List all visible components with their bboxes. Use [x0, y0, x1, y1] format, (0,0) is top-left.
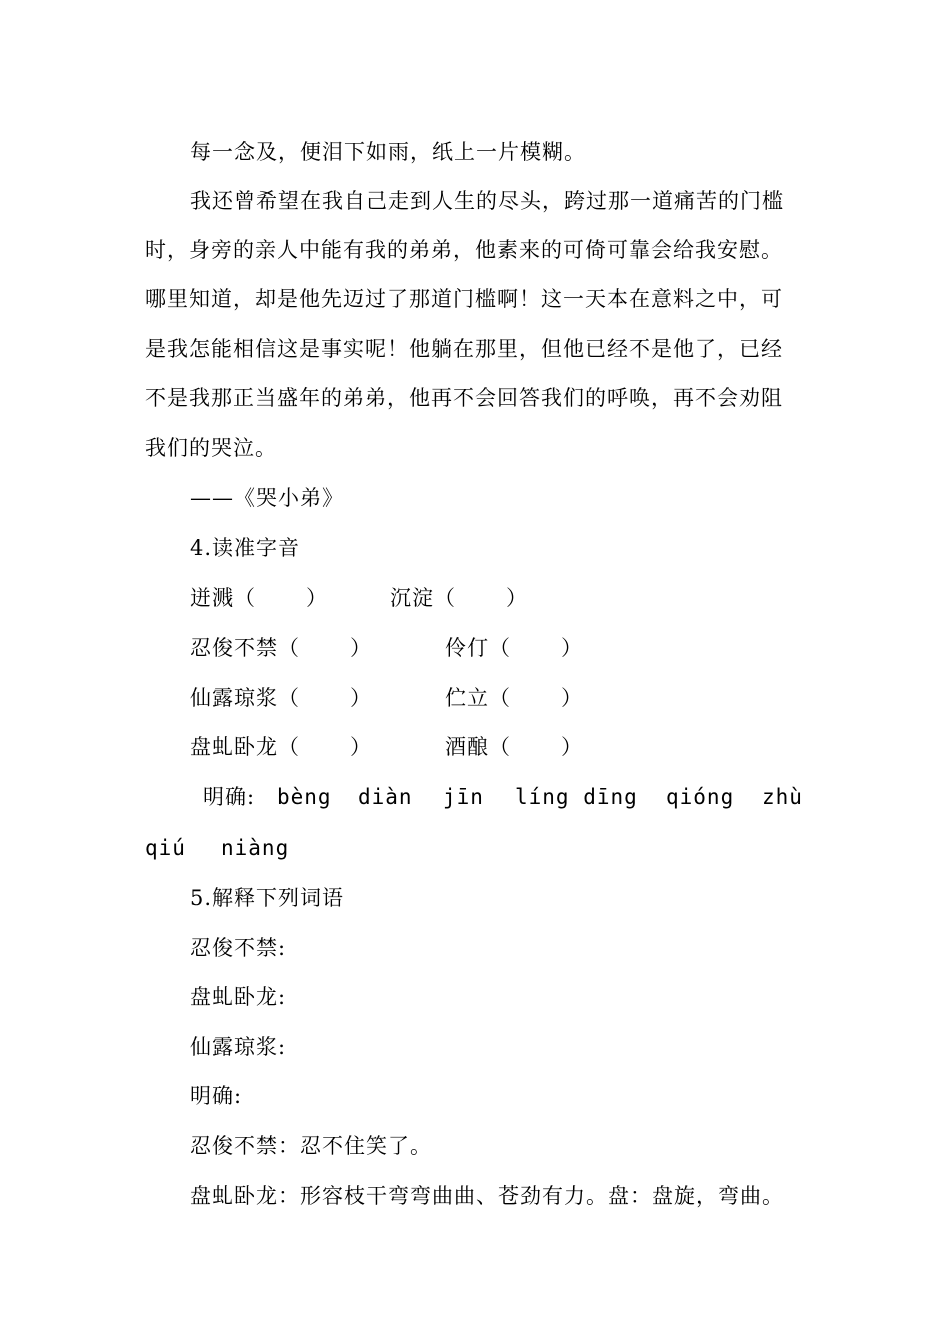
term-2: 盘虬卧龙: — [190, 985, 287, 1009]
passage-line-1: 每一念及，便泪下如雨，纸上一片模糊。 — [190, 140, 586, 164]
definition-2: 盘虬卧龙：形容枝干弯弯曲曲、苍劲有力。盘：盘旋，弯曲。 — [190, 1184, 784, 1208]
pronunciation-item-1 — [190, 584, 328, 612]
pinyin-answer-5: qióng — [666, 785, 735, 809]
pinyin-answer-1: bèng — [277, 785, 332, 809]
pronunciation-item-8 — [445, 733, 583, 761]
pronunciation-item-7 — [190, 733, 372, 761]
item-close-paren: ） — [561, 735, 583, 759]
section4-answer-label: 明确: — [203, 785, 256, 809]
section5-heading: 5.解释下列词语 — [190, 886, 345, 910]
passage-source: ——《哭小弟》 — [190, 486, 344, 510]
item-word: 忍俊不禁 — [190, 636, 278, 660]
pronunciation-item-3 — [190, 634, 372, 662]
passage-line-4: 哪里知道，却是他先迈过了那道门槛啊！这一天本在意料之中，可 — [145, 287, 783, 311]
item-word: 仙露琼浆 — [190, 686, 278, 710]
item-close-paren: ） — [350, 686, 372, 710]
definition-1: 忍俊不禁：忍不住笑了。 — [190, 1134, 432, 1158]
pronunciation-item-4 — [445, 634, 583, 662]
item-word: 沉淀 — [390, 586, 434, 610]
item-close-paren: ） — [350, 735, 372, 759]
pronunciation-item-6 — [445, 684, 583, 712]
pinyin-answer-4: líng dīng — [515, 785, 638, 809]
passage-line-3: 时，身旁的亲人中能有我的弟弟，他素来的可倚可靠会给我安慰。 — [145, 238, 783, 262]
pronunciation-item-2 — [390, 584, 528, 612]
item-open-paren: （ — [278, 636, 300, 660]
pinyin-answer-8: niàng — [221, 836, 290, 860]
item-open-paren: （ — [489, 686, 511, 710]
pronunciation-item-5 — [190, 684, 372, 712]
item-word: 伫立 — [445, 686, 489, 710]
item-word: 酒酿 — [445, 735, 489, 759]
passage-line-2-text: 我还曾希望在我自己走到人生的尽头，跨过那一道痛苦的门槛 — [190, 189, 784, 213]
item-word: 伶仃 — [445, 636, 489, 660]
passage-line-7: 我们的哭泣。 — [145, 436, 277, 460]
passage-line-2 — [190, 187, 807, 215]
pinyin-answer-2: diàn — [358, 785, 413, 809]
item-close-paren: ） — [561, 636, 583, 660]
item-open-paren: （ — [489, 636, 511, 660]
item-open-paren: （ — [278, 735, 300, 759]
item-open-paren: （ — [234, 586, 256, 610]
passage-line-5: 是我怎能相信这是事实呢！他躺在那里，但他已经不是他了，已经 — [145, 337, 783, 361]
item-close-paren: ） — [561, 686, 583, 710]
passage-line-6: 不是我那正当盛年的弟弟，他再不会回答我们的呼唤，再不会劝阻 — [145, 386, 783, 410]
item-close-paren: ） — [350, 636, 372, 660]
pinyin-answer-7: qiú — [145, 836, 186, 860]
item-open-paren: （ — [434, 586, 456, 610]
item-open-paren: （ — [489, 735, 511, 759]
pinyin-answer-3: jīn — [443, 785, 484, 809]
section4-heading: 4.读准字音 — [190, 536, 301, 560]
item-close-paren: ） — [506, 586, 528, 610]
item-word: 盘虬卧龙 — [190, 735, 278, 759]
item-open-paren: （ — [278, 686, 300, 710]
pinyin-answer-6: zhù — [762, 785, 803, 809]
item-close-paren: ） — [306, 586, 328, 610]
section5-answer-label: 明确: — [190, 1084, 243, 1108]
item-word: 迸溅 — [190, 586, 234, 610]
term-1: 忍俊不禁: — [190, 936, 287, 960]
term-3: 仙露琼浆: — [190, 1035, 287, 1059]
